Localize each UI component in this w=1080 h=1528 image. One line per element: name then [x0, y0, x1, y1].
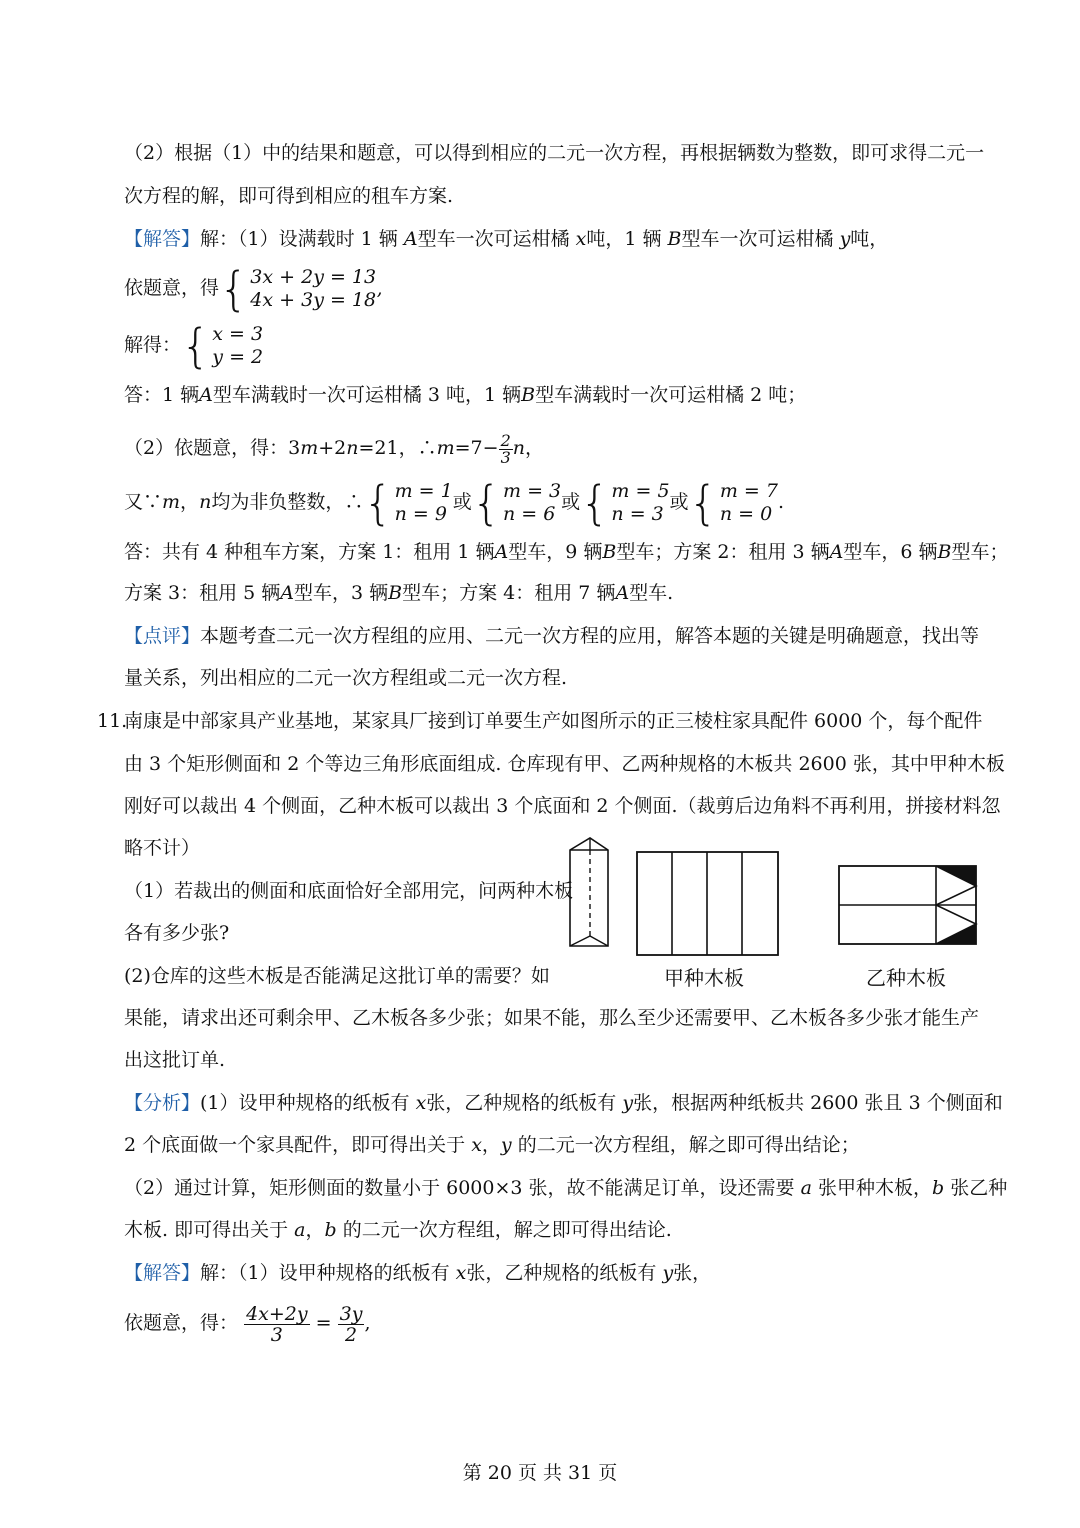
text: =21，∴ — [358, 437, 437, 459]
text-line: （2）根据（1）中的结果和题意，可以得到相应的二元一次方程，再根据辆数为整数，即可求得二元一 — [124, 142, 985, 164]
question-text: 果能，请求出还可剩余甲、乙木板各多少张；如果不能，那么至少还需要甲、乙木板各多少张才能生产 — [124, 1007, 980, 1029]
equation: n = 6 — [503, 503, 556, 525]
text-line: 量关系，列出相应的二元一次方程组或二元一次方程. — [124, 667, 568, 689]
text: 均为非负整数，∴ — [211, 491, 364, 513]
text-line: 次方程的解，即可得到相应的租车方案. — [124, 185, 454, 207]
text: 型车一次可运柑橘 — [681, 228, 834, 250]
solution-system-line — [124, 319, 264, 373]
var: m — [300, 437, 319, 459]
brace-icon: { — [580, 476, 610, 530]
text: 型车一次可运柑橘 — [417, 228, 570, 250]
var: A — [829, 541, 844, 563]
text: +2 — [318, 437, 347, 459]
board-jia-figure — [636, 851, 780, 957]
text: 又∵ — [124, 491, 163, 513]
var: A — [280, 582, 295, 604]
solution-system — [580, 476, 670, 530]
caption-yi: 乙种木板 — [866, 966, 946, 990]
question-text: 南康是中部家具产业基地，某家具厂接到订单要生产如图所示的正三棱柱家具配件 6000 个，每个配件 — [124, 710, 983, 732]
board-yi-figure — [838, 865, 978, 947]
equation: n = 9 — [394, 503, 447, 525]
text: 型车； — [951, 541, 1009, 563]
text: 型车；方案 4：租用 7 辆 — [402, 582, 616, 604]
text: 张乙种 — [950, 1177, 1008, 1199]
text: 型车. — [629, 582, 674, 604]
equation: 4x + 3y = 18’ — [250, 289, 383, 311]
var: y — [500, 1134, 512, 1156]
equation: x = 3 — [212, 323, 264, 345]
text: 2 个底面做一个家具配件，即可得出关于 — [124, 1134, 466, 1156]
text: ， — [305, 1219, 325, 1241]
solution-system — [363, 476, 453, 530]
question-number: 11. — [97, 710, 128, 732]
analysis-line — [124, 1217, 672, 1243]
fraction — [338, 1304, 365, 1345]
text: 的二元一次方程组，解之即可得出结论. — [342, 1219, 672, 1241]
equation: n = 3 — [611, 503, 664, 525]
prism-figure — [564, 836, 614, 956]
question-text: 刚好可以裁出 4 个侧面，乙种木板可以裁出 3 个底面和 2 个侧面.（裁剪后边角料不再利用，拼接材料忽 — [124, 795, 1001, 817]
solution-tag: 【解答】 — [124, 1262, 201, 1284]
denominator: 2 — [344, 1323, 358, 1346]
text: 张甲种木板， — [817, 1177, 932, 1199]
question-text: 出这批订单. — [124, 1049, 226, 1071]
var: x — [471, 1134, 482, 1156]
brace-icon: { — [471, 476, 502, 530]
analysis-tag: 【分析】 — [124, 1092, 201, 1114]
text: 答：共有 4 种租车方案，方案 1：租用 1 辆 — [124, 541, 495, 563]
text: 张，乙种规格的纸板有 — [426, 1092, 617, 1114]
question-text: 略不计） — [124, 837, 201, 859]
var: A — [615, 582, 630, 604]
var: y — [839, 228, 851, 250]
equation: m = 7 — [719, 480, 778, 502]
fraction — [499, 430, 513, 467]
var: n — [512, 437, 525, 459]
var: b — [931, 1177, 945, 1199]
var: x — [455, 1262, 467, 1284]
analysis-line — [124, 1090, 1003, 1116]
var: B — [388, 582, 403, 604]
question-text: 由 3 个矩形侧面和 2 个等边三角形底面组成. 仓库现有甲、乙两种规格的木板共 2600 张，其中甲种木板 — [124, 753, 1005, 775]
text: 吨，1 辆 — [586, 228, 662, 250]
integer-solutions-line — [124, 476, 784, 530]
text: 张， — [673, 1262, 712, 1284]
solution-system — [181, 319, 264, 373]
text: 方案 3：租用 5 辆 — [124, 582, 281, 604]
equation: y = 2 — [212, 346, 264, 368]
question-text: 各有多少张? — [124, 922, 230, 944]
var: n — [199, 491, 212, 513]
text: 型车，9 辆 — [508, 541, 603, 563]
text: 型车满载时一次可运柑橘 3 吨，1 辆 — [212, 384, 522, 406]
text: , — [364, 1312, 371, 1334]
solution-line — [124, 1260, 711, 1286]
caption-jia: 甲种木板 — [664, 966, 744, 990]
text: 型车满载时一次可运柑橘 2 吨； — [535, 384, 807, 406]
text: 吨， — [850, 228, 889, 250]
text: ， — [481, 1134, 501, 1156]
denominator: 3 — [270, 1323, 283, 1346]
text: （2）依题意，得：3 — [124, 437, 301, 459]
denominator: 3 — [500, 447, 511, 467]
var: B — [602, 541, 617, 563]
page-footer: 第 20 页 共 31 页 — [462, 1462, 618, 1484]
brace-icon: { — [688, 476, 718, 530]
equation-system-line — [124, 262, 383, 316]
text: 型车，3 辆 — [294, 582, 389, 604]
text: . — [777, 491, 784, 513]
var: A — [199, 384, 213, 406]
solution-line — [124, 226, 888, 252]
text: 型车；方案 2：租用 3 辆 — [616, 541, 830, 563]
var: b — [324, 1219, 337, 1241]
solution-system — [688, 476, 778, 530]
text: 依题意，得： — [124, 1312, 239, 1334]
equation: 3x + 2y = 13 — [250, 266, 377, 288]
text: 木板. 即可得出关于 — [124, 1219, 289, 1241]
fraction-equation-line — [124, 1298, 371, 1348]
numerator: 4x+2y — [246, 1302, 308, 1325]
question-text: （1）若裁出的侧面和底面恰好全部用完，问两种木板 — [124, 880, 574, 902]
text: =7− — [454, 437, 499, 459]
equation: n = 0 — [719, 503, 773, 525]
text: 解：（1）设甲种规格的纸板有 — [200, 1262, 450, 1284]
answer-line — [124, 382, 806, 408]
var: n — [346, 437, 359, 459]
numerator: 3y — [339, 1302, 363, 1325]
var: x — [575, 228, 587, 250]
var: A — [403, 228, 418, 250]
var: a — [800, 1177, 812, 1199]
equation: m = 3 — [503, 480, 562, 502]
var: B — [667, 228, 682, 250]
text: 解：（1）设满载时 1 辆 — [200, 228, 398, 250]
analysis-line — [124, 1132, 860, 1158]
equation: m = 5 — [611, 480, 670, 502]
text: （2）通过计算，矩形侧面的数量小于 6000×3 张，故不能满足订单，设还需要 — [124, 1177, 795, 1199]
var: A — [494, 541, 509, 563]
text: ， — [525, 437, 545, 459]
text: 型车，6 辆 — [843, 541, 938, 563]
question-text: (2)仓库的这些木板是否能满足这批订单的需要？如 — [124, 965, 550, 987]
text: 张，乙种规格的纸板有 — [466, 1262, 657, 1284]
var: B — [937, 541, 952, 563]
text: 依题意，得 — [124, 277, 220, 299]
text: 本题考查二元一次方程组的应用、二元一次方程的应用，解答本题的关键是明确题意，找出等 — [200, 625, 980, 647]
brace-icon: { — [363, 476, 393, 530]
answer-line — [124, 539, 1008, 565]
text: 的二元一次方程组，解之即可得出结论； — [517, 1134, 860, 1156]
text: 或 — [452, 491, 472, 513]
text: (1）设甲种规格的纸板有 — [200, 1092, 410, 1114]
text: 解得： — [124, 334, 182, 356]
equals-sign: = — [315, 1312, 332, 1334]
answer-line — [124, 580, 673, 606]
analysis-line — [124, 1175, 1007, 1201]
brace-icon: { — [219, 262, 249, 316]
equation-system — [219, 262, 383, 316]
equation-line — [124, 428, 544, 468]
text: 或 — [669, 491, 689, 513]
text: 答：1 辆 — [124, 384, 200, 406]
brace-icon: { — [181, 319, 211, 373]
var: m — [436, 437, 455, 459]
var: y — [622, 1092, 634, 1114]
text: 或 — [561, 491, 581, 513]
var: m — [162, 491, 181, 513]
numerator: 2 — [500, 430, 511, 450]
var: a — [294, 1219, 306, 1241]
text: 张，根据两种纸板共 2600 张且 3 个侧面和 — [633, 1092, 1003, 1114]
var: B — [521, 384, 536, 406]
text: ， — [180, 491, 200, 513]
comment-tag: 【点评】 — [124, 625, 201, 647]
solution-tag: 【解答】 — [124, 228, 201, 250]
solution-system — [471, 476, 562, 530]
var: x — [415, 1092, 427, 1114]
fraction — [244, 1304, 310, 1345]
comment-line — [124, 623, 979, 649]
equation: m = 1 — [394, 480, 453, 502]
var: y — [662, 1262, 674, 1284]
